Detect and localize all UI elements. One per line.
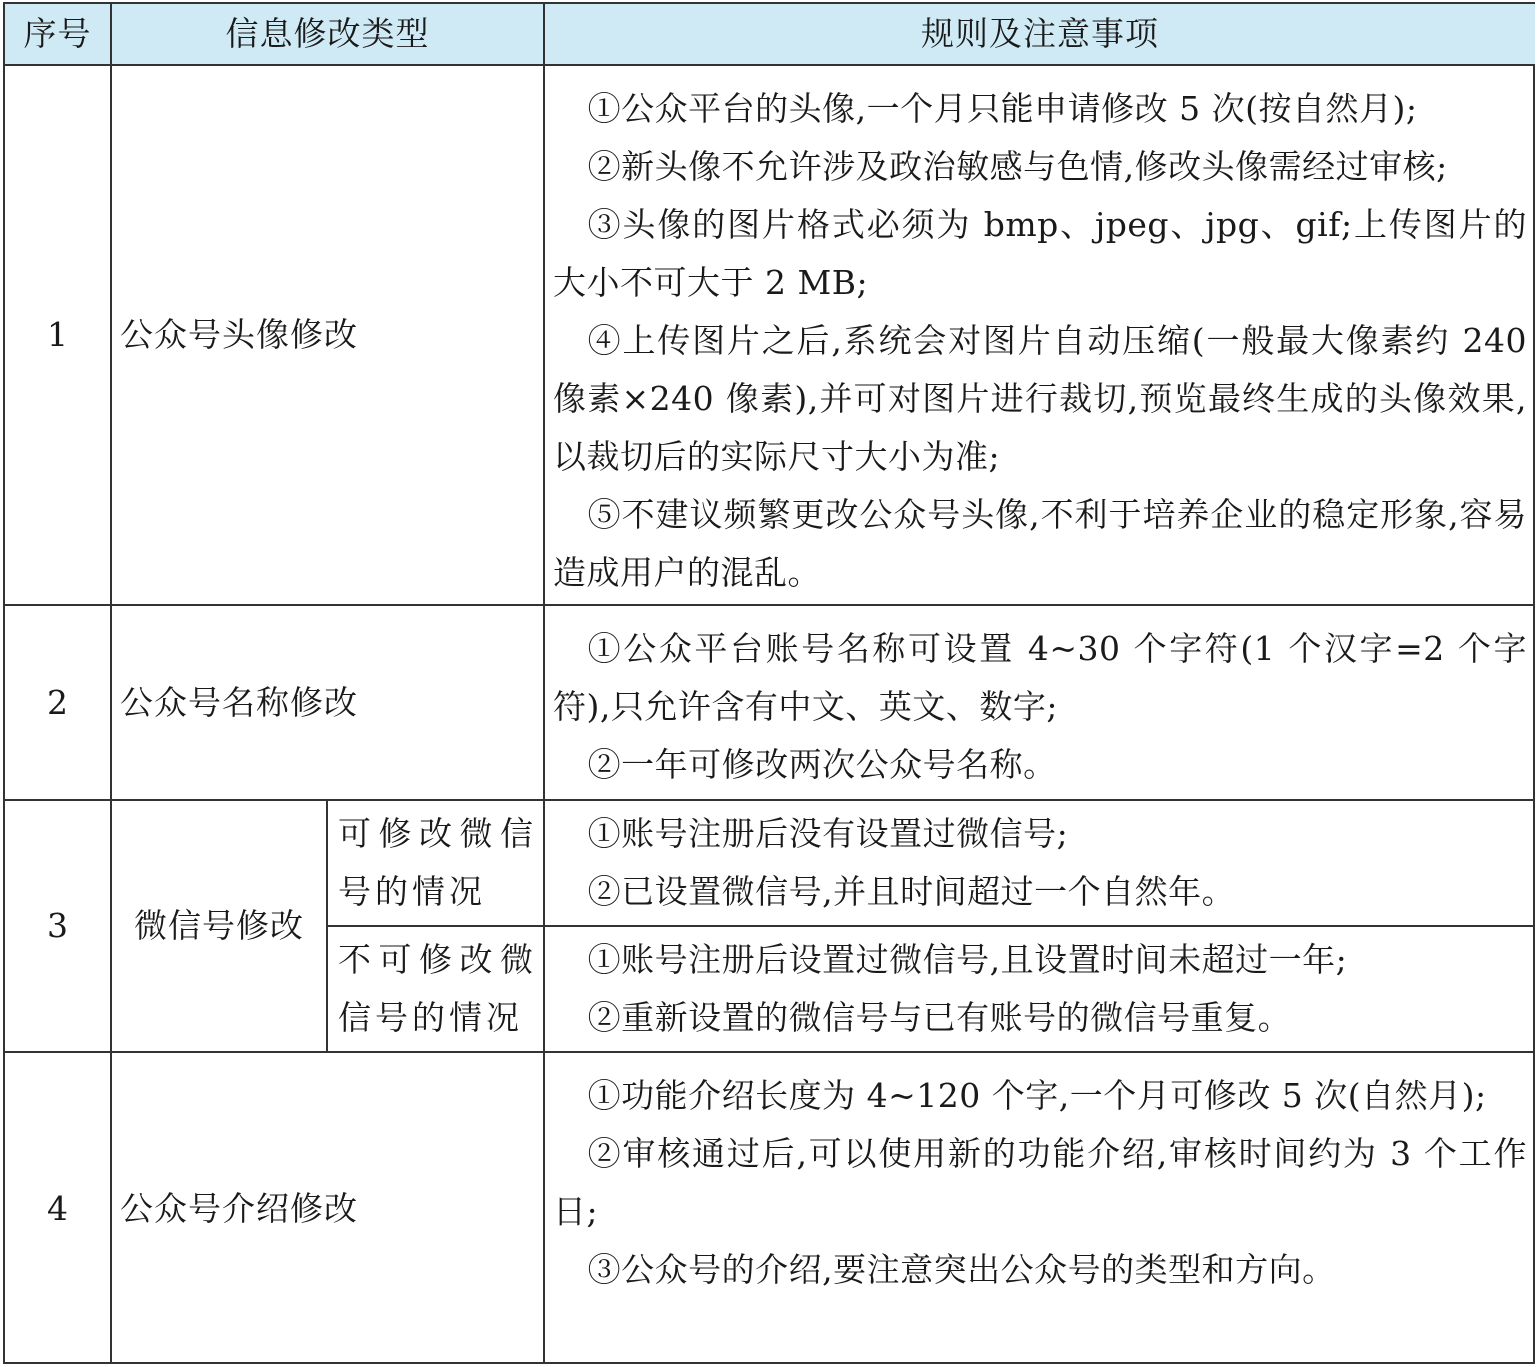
rule-item: ②一年可修改两次公众号名称。 bbox=[587, 745, 1057, 784]
row-4-type: 公众号介绍修改 bbox=[110, 1051, 543, 1364]
row-3-sub-1-rules bbox=[543, 799, 1535, 925]
rule-item: ②重新设置的微信号与已有账号的微信号重复。 bbox=[587, 998, 1292, 1037]
rule-item: ①功能介绍长度为 4~120 个字,一个月可修改 5 次(自然月); bbox=[587, 1076, 1487, 1115]
sub-label-text: 不可修改微信号的情况 bbox=[338, 940, 537, 1037]
info-modification-table bbox=[3, 2, 1535, 1364]
rule-item: ①公众平台的头像,一个月只能申请修改 5 次(按自然月); bbox=[587, 89, 1418, 128]
rule-item: ③公众号的介绍,要注意突出公众号的类型和方向。 bbox=[587, 1250, 1336, 1289]
rule-item: ③头像的图片格式必须为 bmp、jpeg、jpg、gif;上传图片的大小不可大于 2 MB; bbox=[553, 205, 1527, 302]
row-2-rules bbox=[543, 604, 1535, 799]
rule-item: ②审核通过后,可以使用新的功能介绍,审核时间约为 3 个工作日; bbox=[553, 1134, 1527, 1231]
header-type: 信息修改类型 bbox=[110, 2, 543, 64]
row-2-index: 2 bbox=[3, 604, 110, 799]
rule-item: ①公众平台账号名称可设置 4~30 个字符(1 个汉字=2 个字符),只允许含有中文、英文、数字; bbox=[553, 629, 1527, 726]
rule-item: ④上传图片之后,系统会对图片自动压缩(一般最大像素约 240 像素×240 像素),并可对图片进行裁切,预览最终生成的头像效果,以裁切后的实际尺寸大小为准; bbox=[553, 321, 1527, 476]
row-1-rules bbox=[543, 64, 1535, 604]
row-3-sub-2-label bbox=[326, 925, 543, 1051]
rule-item: ①账号注册后设置过微信号,且设置时间未超过一年; bbox=[587, 940, 1348, 979]
rule-item: ②已设置微信号,并且时间超过一个自然年。 bbox=[587, 872, 1236, 911]
row-3-type: 微信号修改 bbox=[110, 799, 326, 1051]
row-1-type: 公众号头像修改 bbox=[110, 64, 543, 604]
sub-label-text: 可修改微信号的情况 bbox=[338, 814, 537, 911]
header-rules: 规则及注意事项 bbox=[543, 2, 1535, 64]
row-4-index: 4 bbox=[3, 1051, 110, 1364]
header-index: 序号 bbox=[3, 2, 110, 64]
row-4-rules bbox=[543, 1051, 1535, 1364]
row-3-sub-2-rules bbox=[543, 925, 1535, 1051]
row-2-type: 公众号名称修改 bbox=[110, 604, 543, 799]
rule-item: ①账号注册后没有设置过微信号; bbox=[587, 814, 1069, 853]
row-3-index: 3 bbox=[3, 799, 110, 1051]
rule-item: ②新头像不允许涉及政治敏感与色情,修改头像需经过审核; bbox=[587, 147, 1448, 186]
row-1-index: 1 bbox=[3, 64, 110, 604]
row-3-sub-1-label bbox=[326, 799, 543, 925]
rule-item: ⑤不建议频繁更改公众号头像,不利于培养企业的稳定形象,容易造成用户的混乱。 bbox=[553, 495, 1527, 592]
